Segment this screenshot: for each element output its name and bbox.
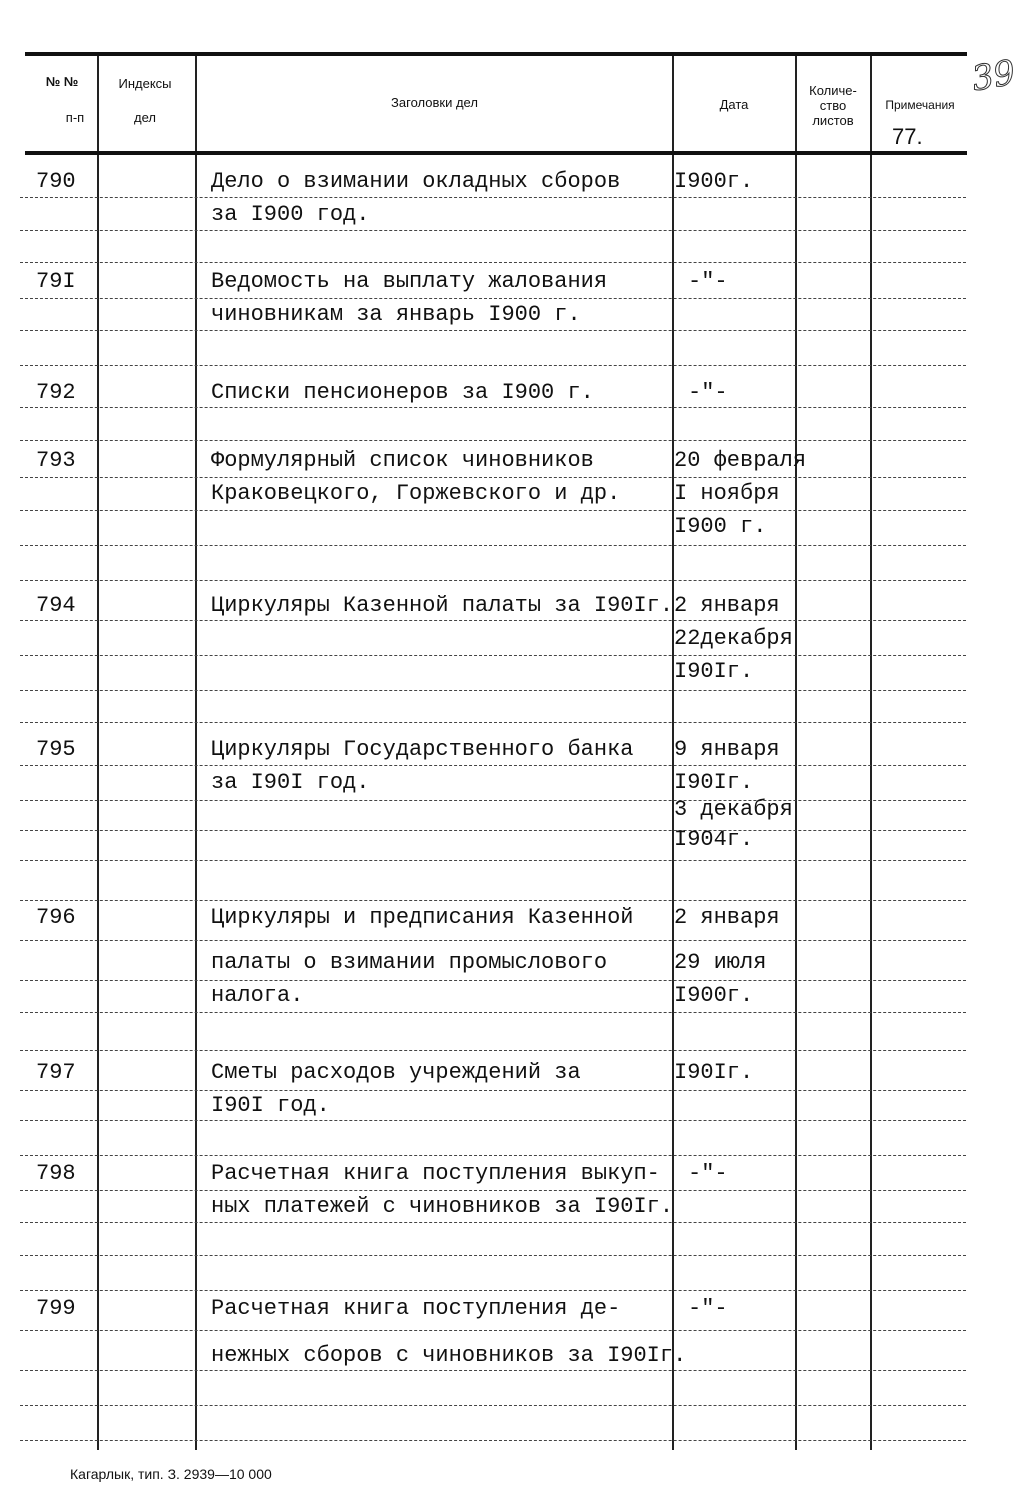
ruled-line: [20, 690, 966, 691]
case-date-line: I ноября: [674, 481, 780, 506]
ruled-line: [20, 655, 966, 656]
column-divider: [795, 56, 797, 151]
row-number: 798: [36, 1161, 76, 1186]
row-number: 790: [36, 169, 76, 194]
ruled-line: [20, 440, 966, 441]
case-date-line: I90Iг.: [674, 659, 754, 684]
header-notes: Примечания: [885, 98, 955, 112]
ruled-line: [20, 800, 966, 801]
case-title-line: за I900 год.: [211, 202, 370, 227]
row-number: 799: [36, 1296, 76, 1321]
case-date-line: 2 января: [674, 905, 780, 930]
case-title-line: Списки пенсионеров за I900 г.: [211, 380, 594, 405]
ruled-line: [20, 365, 966, 366]
header-date: Дата: [719, 97, 749, 112]
case-date-line: -"-: [688, 380, 728, 405]
case-title-line: Ведомость на выплату жалования: [211, 269, 608, 294]
ruled-line: [20, 1090, 966, 1091]
case-date-line: -"-: [688, 1296, 728, 1321]
case-title-line: ных платежей с чиновников за I90Iг.: [211, 1194, 674, 1219]
case-date-line: 22декабря: [674, 626, 793, 651]
case-date-line: I900г.: [674, 983, 754, 1008]
ruled-line: [20, 940, 966, 941]
case-title-line: чиновникам за январь I900 г.: [211, 302, 581, 327]
header-count-3: листов: [812, 113, 854, 128]
ruled-line: [20, 510, 966, 511]
ruled-line: [20, 477, 966, 478]
case-date-line: I90Iг.: [674, 770, 754, 795]
case-title-line: Формулярный список чиновников: [211, 448, 594, 473]
ruled-line: [20, 1330, 966, 1331]
ruled-line: [20, 1440, 966, 1441]
ruled-line: [20, 230, 966, 231]
case-title-line: Сметы расходов учреждений за: [211, 1060, 581, 1085]
case-date-line: I90Iг.: [674, 1060, 754, 1085]
header-index-sub: дел: [134, 110, 156, 125]
row-number: 79I: [36, 269, 76, 294]
case-date-line: -"-: [688, 1161, 728, 1186]
ruled-line: [20, 197, 966, 198]
header-count-1: Количе-: [809, 83, 857, 98]
header-bottom-rule: [25, 151, 967, 155]
column-divider: [195, 56, 197, 151]
header-count-2: ство: [819, 98, 847, 113]
ruled-line: [20, 900, 966, 901]
ruled-line: [20, 765, 966, 766]
ruled-line: [20, 1222, 966, 1223]
row-number: 797: [36, 1060, 76, 1085]
row-number: 792: [36, 380, 76, 405]
case-title-line: I90I год.: [211, 1093, 330, 1118]
case-title-line: за I90I год.: [211, 770, 370, 795]
header-num: № №: [45, 74, 79, 89]
case-date-line: 2 января: [674, 593, 780, 618]
row-number: 795: [36, 737, 76, 762]
case-date-line: 3 декабря: [674, 797, 793, 822]
ruled-line: [20, 1405, 966, 1406]
case-title-line: Циркуляры Государственного банка: [211, 737, 634, 762]
ruled-line: [20, 545, 966, 546]
ruled-line: [20, 262, 966, 263]
case-title-line: Дело о взимании окладных сборов: [211, 169, 621, 194]
header-num-sub: п-п: [65, 110, 85, 125]
case-title-line: Краковецкого, Горжевского и др.: [211, 481, 621, 506]
row-number: 793: [36, 448, 76, 473]
ruled-line: [20, 580, 966, 581]
case-title-line: Расчетная книга поступления де-: [211, 1296, 621, 1321]
ruled-line: [20, 1120, 966, 1121]
case-date-line: -"-: [688, 269, 728, 294]
column-divider: [672, 56, 674, 151]
row-number: 796: [36, 905, 76, 930]
ruled-line: [20, 1370, 966, 1371]
case-title-line: нежных сборов с чиновников за I90Iг.: [211, 1343, 687, 1368]
ruled-line: [20, 407, 966, 408]
case-title-line: налога.: [211, 983, 304, 1008]
case-title-line: Расчетная книга поступления выкуп-: [211, 1161, 660, 1186]
case-title-line: Циркуляры Казенной палаты за I90Iг.: [211, 593, 674, 618]
case-date-line: 9 января: [674, 737, 780, 762]
ruled-line: [20, 1012, 966, 1013]
column-divider: [97, 56, 99, 151]
header-title: Заголовки дел: [391, 95, 478, 110]
ruled-line: [20, 1190, 966, 1191]
case-title-line: палаты о взимании промыслового: [211, 950, 608, 975]
ruled-line: [20, 980, 966, 981]
table-top-rule: [25, 52, 967, 56]
printer-footer: Кагарлык, тип. З. 2939—10 000: [70, 1466, 272, 1482]
ruled-line: [20, 830, 966, 831]
ruled-line: [20, 330, 966, 331]
ruled-line: [20, 1155, 966, 1156]
notes-value: 77.: [892, 124, 923, 149]
ruled-line: [20, 722, 966, 723]
ruled-line: [20, 860, 966, 861]
ruled-line: [20, 1255, 966, 1256]
ruled-line: [20, 298, 966, 299]
column-divider: [870, 56, 872, 151]
case-date-line: 20 февраля: [674, 448, 807, 473]
ruled-line: [20, 1290, 966, 1291]
ruled-line: [20, 1050, 966, 1051]
case-title-line: Циркуляры и предписания Казенной: [211, 905, 634, 930]
case-date-line: 29 июля: [674, 950, 767, 975]
handwritten-page-number: 39: [968, 52, 1019, 100]
case-date-line: I900 г.: [674, 514, 767, 539]
case-date-line: I904г.: [674, 827, 754, 852]
header-index: Индексы: [118, 76, 172, 91]
case-date-line: I900г.: [674, 169, 754, 194]
row-number: 794: [36, 593, 76, 618]
ruled-line: [20, 620, 966, 621]
